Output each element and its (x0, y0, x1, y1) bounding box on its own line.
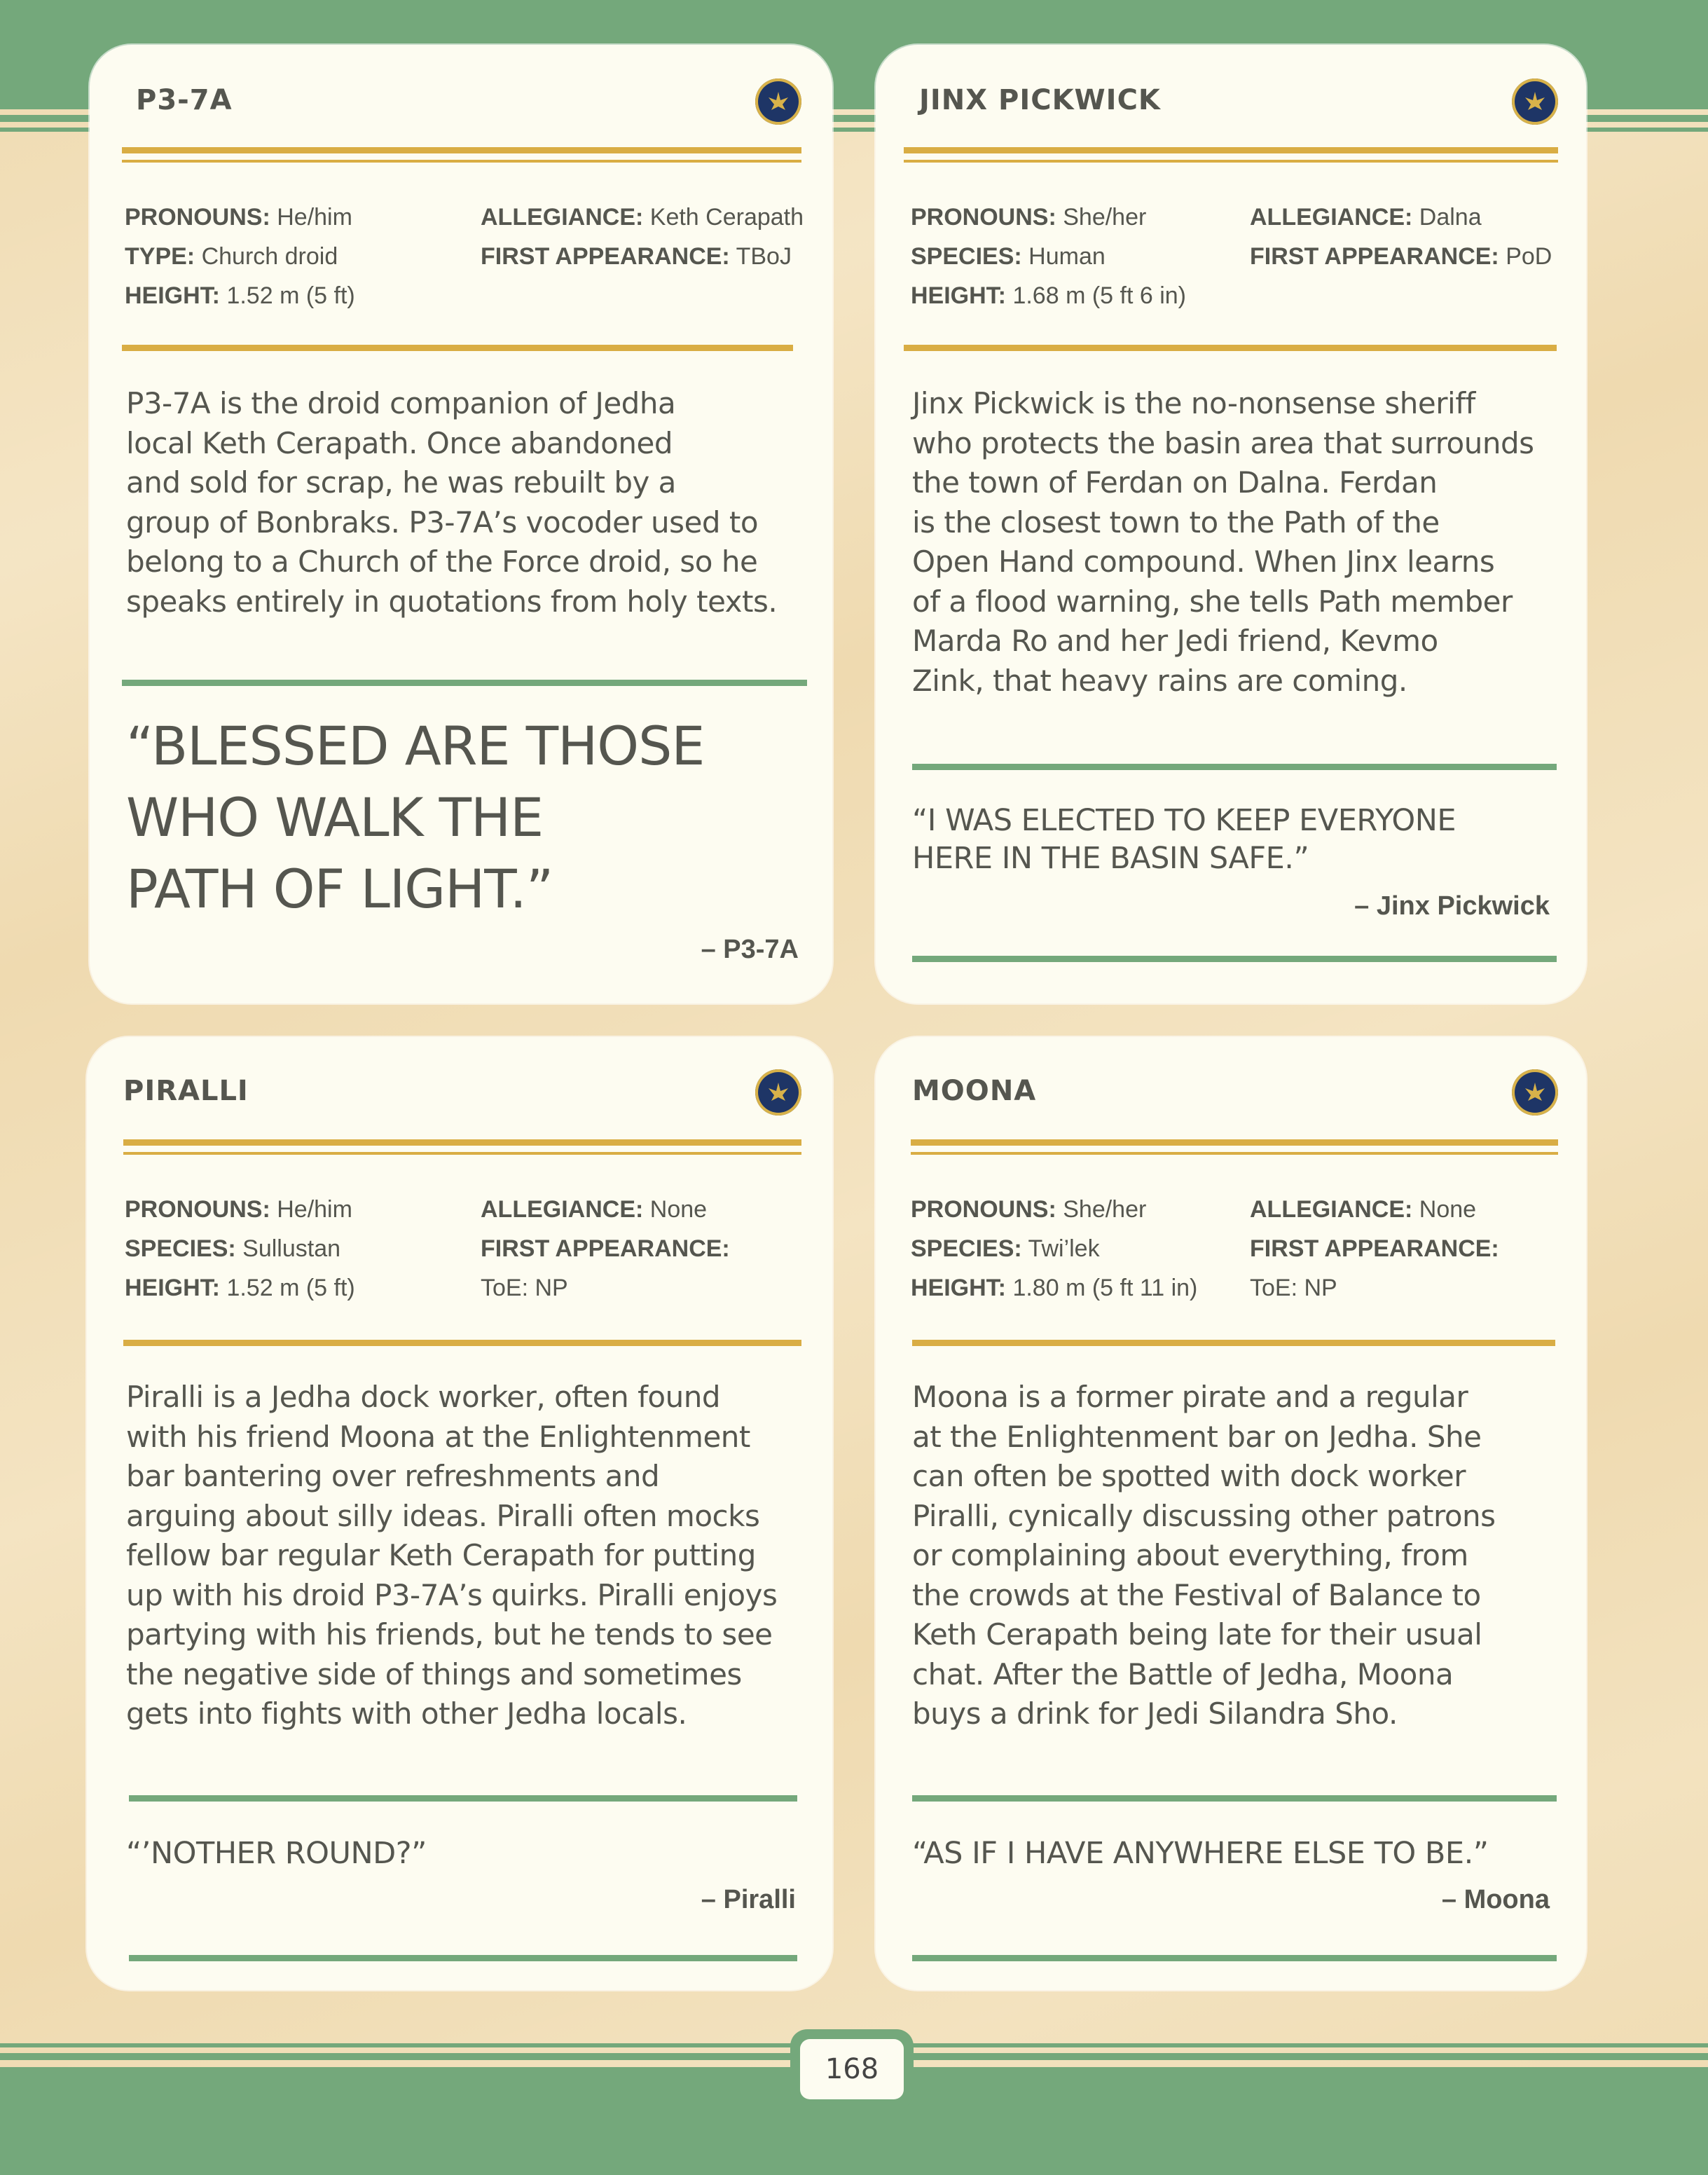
character-description: Moona is a former pirate and a regular at the Enlightenment bar on Jedha. She can often be spotted with dock worker Piralli, cynically discussing other patrons or complaining about everything, from the crowds at the Festival of Balance to Keth Cerapath being late for their usual chat. After the Battle of Jedha, Moona buys a drink for Jedi Silandra Sho. (912, 1380, 1496, 1731)
header-rule-thin (911, 1152, 1558, 1155)
stat-allegiance: ALLEGIANCE: None (1250, 1196, 1477, 1223)
header-rule (123, 1139, 801, 1146)
stat-height: HEIGHT: 1.52 m (5 ft) (125, 282, 355, 309)
stat-first-appearance: FIRST APPEARANCE: (1250, 1235, 1499, 1262)
character-name: JINX PICKWICK (919, 84, 1161, 116)
stat-species: SPECIES: Human (911, 243, 1106, 270)
quote-attribution: – P3-7A (701, 935, 799, 964)
quote-attribution: – Jinx Pickwick (1354, 891, 1550, 921)
header-rule (122, 147, 801, 153)
stats-rule (904, 345, 1557, 351)
stat-pronouns: PRONOUNS: She/her (911, 204, 1147, 231)
stat-height: HEIGHT: 1.52 m (5 ft) (125, 1275, 355, 1301)
stats-rule (122, 345, 793, 351)
page-number: 168 (800, 2039, 904, 2099)
character-quote: “AS IF I HAVE ANYWHERE ELSE TO BE.” (912, 1836, 1489, 1871)
character-name: MOONA (912, 1075, 1037, 1107)
quote-rule-bottom (912, 956, 1557, 962)
stats-rule (912, 1340, 1555, 1346)
quote-rule-top (129, 1795, 797, 1802)
character-card-p3-7a (90, 45, 832, 1003)
page-number-frame (790, 2029, 914, 2109)
quote-rule-top (912, 764, 1557, 770)
character-description: Piralli is a Jedha dock worker, often found with his friend Moona at the Enlightenment bar bantering over refreshments and arguing about silly ideas. Piralli often mocks fellow bar regular Keth Cerapath for putting up with his droid P3-7A’s quirks. Piralli enjoys partying with his friends, but he tends to see the negative side of things and sometimes gets into fights with other Jedha locals. (126, 1380, 778, 1731)
quote-rule-bottom (129, 1955, 797, 1961)
quote-attribution: – Moona (1441, 1885, 1550, 1914)
header-rule (904, 147, 1558, 153)
header-rule-thin (904, 160, 1558, 163)
character-quote: “I WAS ELECTED TO KEEP EVERYONE HERE IN THE BASIN SAFE.” (912, 803, 1456, 876)
quote-rule-bottom (912, 1955, 1557, 1961)
stat-pronouns: PRONOUNS: She/her (911, 1196, 1147, 1223)
stat-height: HEIGHT: 1.68 m (5 ft 6 in) (911, 282, 1186, 309)
character-quote: “BLESSED ARE THOSE WHO WALK THE PATH OF LIGHT.” (126, 715, 705, 920)
character-name: PIRALLI (123, 1075, 249, 1107)
header-rule (911, 1139, 1558, 1146)
stats-rule (123, 1340, 801, 1346)
stat-type: TYPE: Church droid (125, 243, 338, 270)
character-card-piralli (87, 1037, 832, 1990)
stat-first-appearance-value: ToE: NP (1250, 1275, 1337, 1301)
quote-rule-top (122, 680, 807, 686)
stat-pronouns: PRONOUNS: He/him (125, 1196, 352, 1223)
stat-allegiance: ALLEGIANCE: Dalna (1250, 204, 1482, 231)
stat-height: HEIGHT: 1.80 m (5 ft 11 in) (911, 1275, 1198, 1301)
stat-first-appearance-value: ToE: NP (481, 1275, 568, 1301)
stat-first-appearance: FIRST APPEARANCE: TBoJ (481, 243, 792, 270)
character-card-jinx-pickwick (876, 45, 1586, 1003)
character-name: P3-7A (136, 84, 233, 116)
jedi-emblem-icon (755, 78, 801, 125)
header-rule-thin (123, 1152, 801, 1155)
character-description: P3-7A is the droid companion of Jedha local Keth Cerapath. Once abandoned and sold for scrap, he was rebuilt by a group of Bonbraks. P3-7A’s vocoder used to belong to a Church of the Force droid, so he speaks entirely in quotations from holy texts. (126, 386, 778, 619)
stat-first-appearance: FIRST APPEARANCE: PoD (1250, 243, 1552, 270)
stat-species: SPECIES: Twi’lek (911, 1235, 1100, 1262)
quote-attribution: – Piralli (701, 1885, 796, 1914)
quote-rule-top (912, 1795, 1557, 1802)
character-quote: “’NOTHER ROUND?” (126, 1836, 427, 1871)
stat-pronouns: PRONOUNS: He/him (125, 204, 352, 231)
stat-allegiance: ALLEGIANCE: Keth Cerapath (481, 204, 804, 231)
stat-first-appearance: FIRST APPEARANCE: (481, 1235, 730, 1262)
jedi-emblem-icon (1512, 1069, 1558, 1116)
stat-allegiance: ALLEGIANCE: None (481, 1196, 708, 1223)
jedi-emblem-icon (755, 1069, 801, 1116)
jedi-emblem-icon (1512, 78, 1558, 125)
stat-species: SPECIES: Sullustan (125, 1235, 341, 1262)
character-card-moona (876, 1037, 1586, 1990)
header-rule-thin (122, 160, 801, 163)
character-description: Jinx Pickwick is the no-nonsense sheriff who protects the basin area that surrounds the town of Ferdan on Dalna. Ferdan is the closest town to the Path of the Open Hand compound. When Jinx learns of a flood warning, she tells Path member Marda Ro and her Jedi friend, Kevmo Zink, that heavy rains are coming. (912, 386, 1534, 698)
